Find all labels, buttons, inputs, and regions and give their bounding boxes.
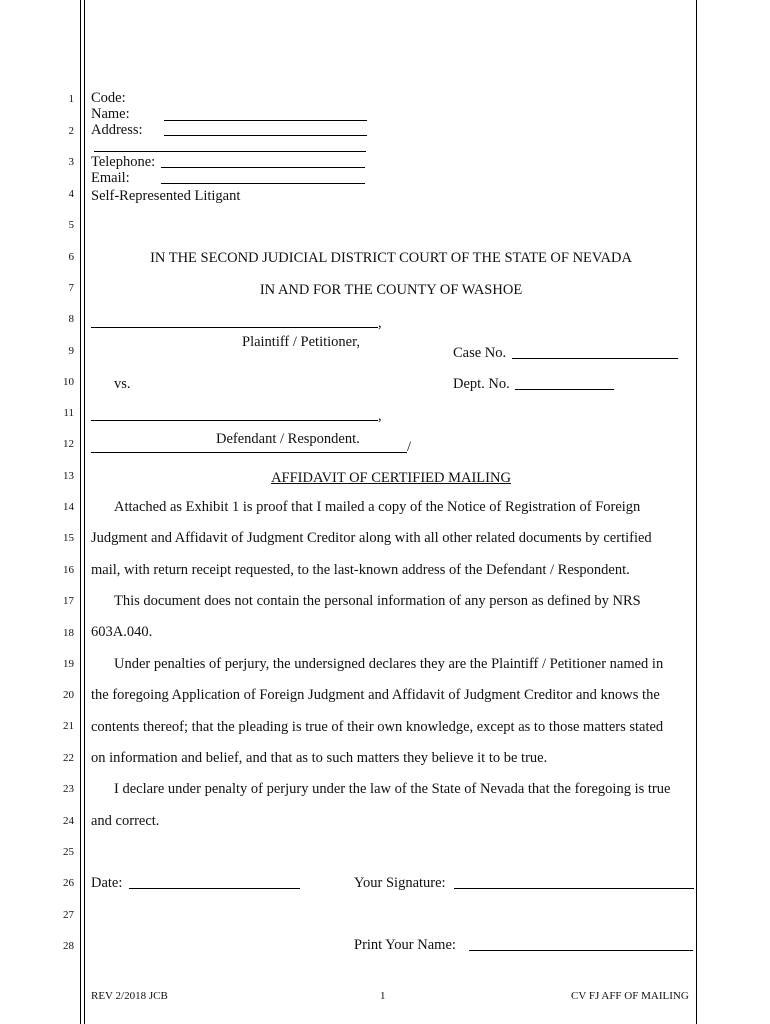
plaintiff-name-field[interactable] bbox=[91, 327, 378, 328]
body-line-14: Attached as Exhibit 1 is proof that I mailed a copy of the Notice of Registration of Foreign bbox=[114, 499, 641, 515]
address-field-line1[interactable] bbox=[164, 135, 367, 136]
footer-revision: REV 2/2018 JCB bbox=[91, 990, 168, 1002]
telephone-field[interactable] bbox=[161, 167, 365, 168]
dept-no-field[interactable] bbox=[515, 389, 614, 390]
line-number: 19 bbox=[63, 658, 74, 670]
body-line-17: This document does not contain the personal information of any person as defined by NRS bbox=[114, 593, 641, 609]
document-title: AFFIDAVIT OF CERTIFIED MAILING bbox=[271, 470, 511, 486]
line-number: 14 bbox=[63, 501, 74, 513]
caption-slash: / bbox=[407, 439, 412, 455]
line-number: 1 bbox=[68, 93, 74, 105]
line-number: 10 bbox=[63, 376, 74, 388]
defendant-label: Defendant / Respondent. bbox=[216, 431, 360, 447]
line-number: 28 bbox=[63, 940, 74, 952]
address-label: Address: bbox=[91, 122, 143, 138]
footer-form-code: CV FJ AFF OF MAILING bbox=[571, 990, 689, 1002]
line-number: 22 bbox=[63, 752, 74, 764]
body-line-18: 603A.040. bbox=[91, 624, 153, 640]
print-name-label: Print Your Name: bbox=[354, 937, 456, 953]
line-number: 9 bbox=[68, 345, 74, 357]
line-number: 23 bbox=[63, 783, 74, 795]
line-number: 18 bbox=[63, 627, 74, 639]
line-number: 27 bbox=[63, 909, 74, 921]
name-field[interactable] bbox=[164, 120, 367, 121]
court-name-line1: IN THE SECOND JUDICIAL DISTRICT COURT OF THE STATE OF NEVADA bbox=[150, 250, 632, 266]
defendant-comma: , bbox=[378, 408, 382, 424]
line-number: 12 bbox=[63, 438, 74, 450]
footer-page-number: 1 bbox=[380, 990, 386, 1002]
code-label: Code: bbox=[91, 90, 126, 106]
caption-closing-line bbox=[91, 452, 407, 453]
line-number: 24 bbox=[63, 815, 74, 827]
line-number: 5 bbox=[68, 219, 74, 231]
plaintiff-comma: , bbox=[378, 315, 382, 331]
address-field-line2[interactable] bbox=[94, 151, 366, 152]
case-no-label: Case No. bbox=[453, 345, 507, 361]
body-line-15: Judgment and Affidavit of Judgment Creditor along with all other related documents by certified bbox=[91, 530, 652, 546]
body-line-22: on information and belief, and that as to such matters they believe it to be true. bbox=[91, 750, 548, 766]
versus-label: vs. bbox=[114, 376, 131, 392]
body-line-20: the foregoing Application of Foreign Judgment and Affidavit of Judgment Creditor and knows the bbox=[91, 687, 660, 703]
line-number: 4 bbox=[68, 188, 74, 200]
body-line-23: I declare under penalty of perjury under the law of the State of Nevada that the foregoing is true bbox=[114, 781, 671, 797]
line-number: 7 bbox=[68, 282, 74, 294]
date-label: Date: bbox=[91, 875, 123, 891]
court-name-line2: IN AND FOR THE COUNTY OF WASHOE bbox=[259, 282, 523, 298]
line-number: 20 bbox=[63, 689, 74, 701]
body-line-21: contents thereof; that the pleading is true of their own knowledge, except as to those matters stated bbox=[91, 719, 664, 735]
name-label: Name: bbox=[91, 106, 130, 122]
case-no-field[interactable] bbox=[512, 358, 678, 359]
email-field[interactable] bbox=[161, 183, 365, 184]
plaintiff-label: Plaintiff / Petitioner, bbox=[242, 334, 360, 350]
line-number: 11 bbox=[63, 407, 74, 419]
line-number: 16 bbox=[63, 564, 74, 576]
line-number: 8 bbox=[68, 313, 74, 325]
line-number: 2 bbox=[68, 125, 74, 137]
print-name-field[interactable] bbox=[469, 950, 693, 951]
body-line-19: Under penalties of perjury, the undersigned declares they are the Plaintiff / Petitioner named in bbox=[114, 656, 664, 672]
line-number: 13 bbox=[63, 470, 74, 482]
right-margin-rule bbox=[696, 0, 697, 1024]
line-number: 17 bbox=[63, 595, 74, 607]
self-represented-label: Self-Represented Litigant bbox=[91, 188, 241, 204]
date-field[interactable] bbox=[129, 888, 300, 889]
line-number: 6 bbox=[68, 251, 74, 263]
body-line-24: and correct. bbox=[91, 813, 160, 829]
defendant-name-field[interactable] bbox=[91, 420, 378, 421]
left-margin-rule-inner bbox=[84, 0, 85, 1024]
line-number: 21 bbox=[63, 720, 74, 732]
email-label: Email: bbox=[91, 170, 130, 186]
left-margin-rule-outer bbox=[80, 0, 81, 1024]
body-line-16: mail, with return receipt requested, to the last-known address of the Defendant / Respondent. bbox=[91, 562, 630, 578]
signature-label: Your Signature: bbox=[354, 875, 446, 891]
line-number: 25 bbox=[63, 846, 74, 858]
line-number: 15 bbox=[63, 532, 74, 544]
signature-field[interactable] bbox=[454, 888, 694, 889]
dept-no-label: Dept. No. bbox=[453, 376, 510, 392]
telephone-label: Telephone: bbox=[91, 154, 156, 170]
line-number: 26 bbox=[63, 877, 74, 889]
line-number: 3 bbox=[68, 156, 74, 168]
